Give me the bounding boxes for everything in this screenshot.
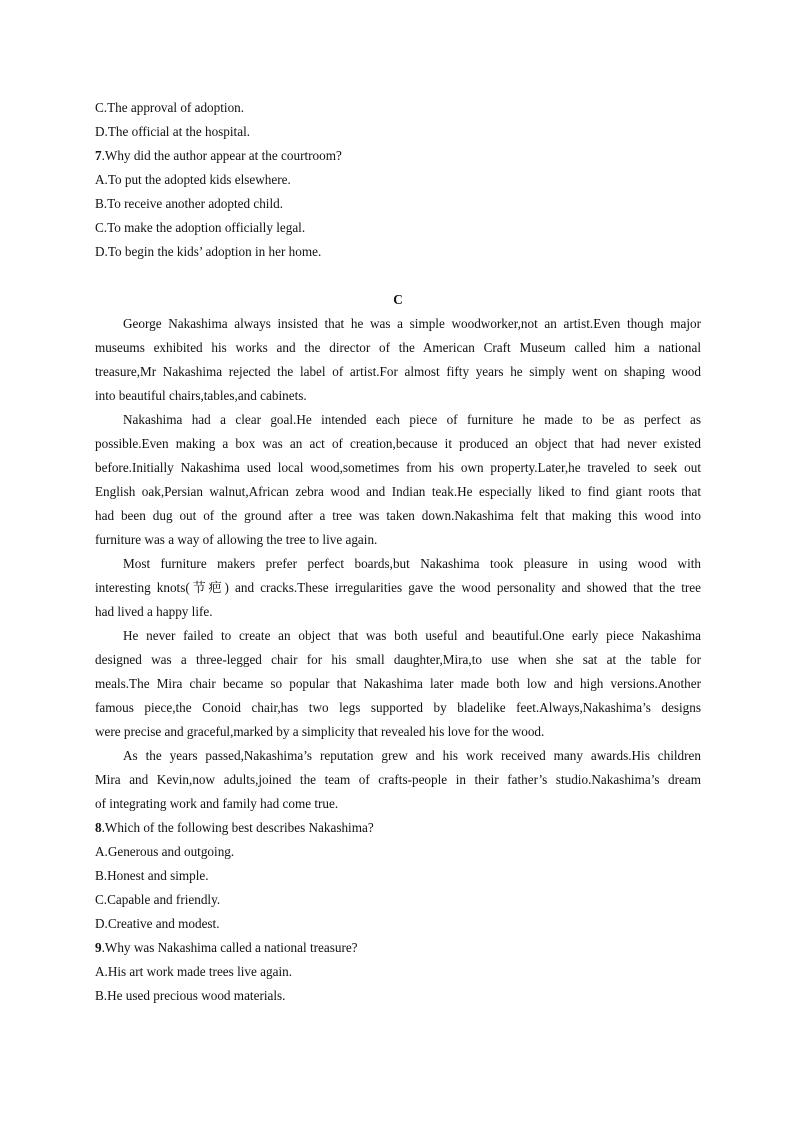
q9-option-a: A.His art work made trees live again. (95, 964, 293, 979)
question-text: .Which of the following best describes Nakashima? (101, 820, 374, 835)
q7-option-a: A.To put the adopted kids elsewhere. (95, 172, 291, 187)
passage-line: famous piece,the Conoid chair,has two legs supported by bladelike feet.Always,Nakashima’s designs (95, 700, 701, 715)
passage-line: designed was a three-legged chair for his small daughter,Mira,to use when she sat at the table for (95, 652, 701, 667)
passage-line: had lived a happy life. (95, 604, 213, 619)
passage-line: interesting knots(节疤) and cracks.These irregularities gave the wood personality and showed that the tree (95, 580, 701, 595)
passage-line: He never failed to create an object that was both useful and beautiful.One early piece Nakashima (123, 628, 701, 643)
option-d-prev: D.The official at the hospital. (95, 124, 251, 139)
passage-line: of integrating work and family had come true. (95, 796, 339, 811)
passage-line: furniture was a way of allowing the tree to live again. (95, 532, 378, 547)
passage-line: English oak,Persian walnut,African zebra wood and Indian teak.He especially liked to find giant roots that (95, 484, 701, 499)
passage-line: into beautiful chairs,tables,and cabinets. (95, 388, 307, 403)
q7-option-b: B.To receive another adopted child. (95, 196, 284, 211)
question-7-block (95, 96, 701, 264)
questions-8-9-block (95, 816, 701, 1008)
passage-line: possible.Even making a box was an act of creation,because it produced an object that had never existed (95, 436, 701, 451)
question-number: 7 (95, 148, 102, 163)
option-c-prev: C.The approval of adoption. (95, 100, 245, 115)
question-text: .Why was Nakashima called a national treasure? (101, 940, 358, 955)
passage-line: were precise and graceful,marked by a simplicity that revealed his love for the wood. (95, 724, 545, 739)
passage (95, 312, 701, 816)
question-number: 8 (95, 820, 102, 835)
passage-line: museums exhibited his works and the director of the American Craft Museum called him a national (95, 340, 701, 355)
passage-line: had been dug out of the ground after a tree was taken down.Nakashima felt that making this wood into (95, 508, 701, 523)
passage-line: Mira and Kevin,now adults,joined the team of crafts-people in their father’s studio.Nakashima’s dream (95, 772, 701, 787)
question-text: .Why did the author appear at the courtroom? (101, 148, 342, 163)
passage-line: As the years passed,Nakashima’s reputation grew and his work received many awards.His children (123, 748, 701, 763)
q7-option-c: C.To make the adoption officially legal. (95, 220, 306, 235)
question-9-stem (95, 936, 701, 960)
q9-option-b: B.He used precious wood materials. (95, 988, 286, 1003)
passage-line: treasure,Mr Nakashima rejected the label of artist.For almost fifty years he simply went on shaping wood (95, 364, 701, 379)
q8-option-d: D.Creative and modest. (95, 916, 220, 931)
q8-option-b: B.Honest and simple. (95, 868, 209, 883)
q8-option-a: A.Generous and outgoing. (95, 844, 235, 859)
question-7-stem (95, 144, 701, 168)
passage-line: before.Initially Nakashima used local wood,sometimes from his own property.Later,he traveled to seek out (95, 460, 701, 475)
section-title: C (393, 292, 403, 307)
passage-line: meals.The Mira chair became so popular that Nakashima later made both low and high versions.Another (95, 676, 701, 691)
passage-line: Most furniture makers prefer perfect boards,but Nakashima took pleasure in using wood with (123, 556, 701, 571)
passage-line: Nakashima had a clear goal.He intended each piece of furniture he made to be as perfect as (123, 412, 701, 427)
question-8-stem (95, 816, 701, 840)
q7-option-d: D.To begin the kids’ adoption in her home. (95, 244, 322, 259)
q8-option-c: C.Capable and friendly. (95, 892, 221, 907)
passage-line: George Nakashima always insisted that he was a simple woodworker,not an artist.Even though major (123, 316, 701, 331)
question-number: 9 (95, 940, 102, 955)
